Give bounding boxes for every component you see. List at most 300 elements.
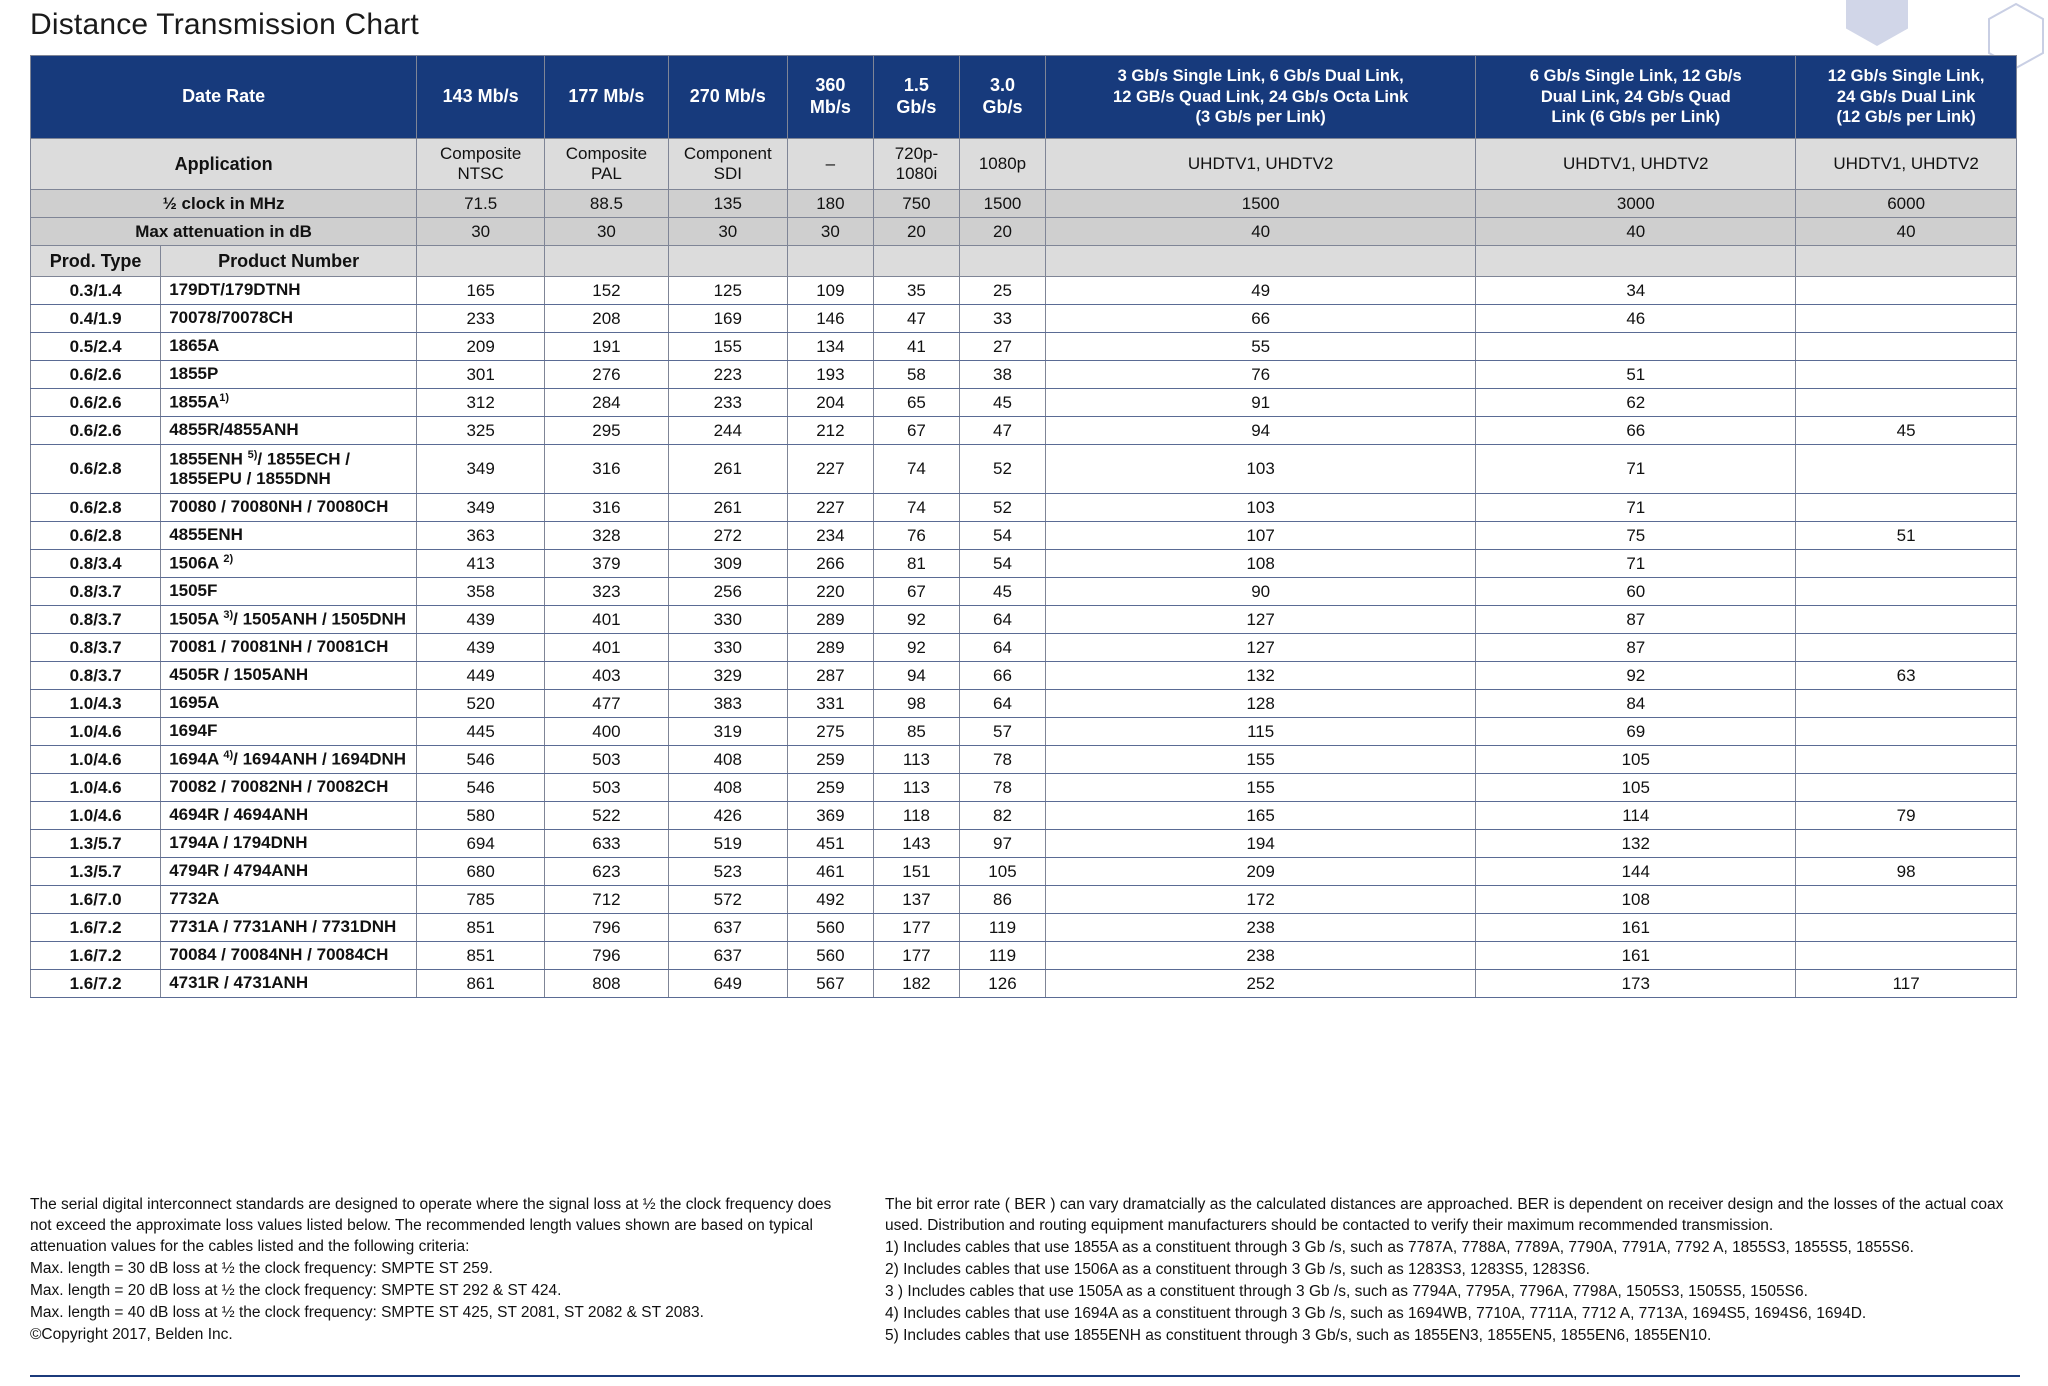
cell-distance: 109 [787,277,873,305]
cell-distance: 58 [873,361,959,389]
application-1-5g-text: 720p- 1080i [894,144,939,183]
cell-distance: 71 [1476,494,1796,522]
table-row [31,305,2017,333]
cell-distance: 633 [545,830,669,858]
cell-distance [1796,389,2017,417]
cell-prod-type: 1.6/7.2 [31,970,161,998]
cell-distance: 119 [959,942,1045,970]
cell-distance: 117 [1796,970,2017,998]
half-clock-177: 88.5 [545,190,669,218]
cell-prod-type: 1.0/4.6 [31,746,161,774]
cell-product-number: 1865A [161,333,417,361]
bottom-divider [30,1375,2020,1377]
cell-distance: 796 [545,914,669,942]
header-row-product [31,246,2017,277]
cell-distance: 358 [417,578,545,606]
cell-distance: 67 [873,578,959,606]
table-row [31,494,2017,522]
cell-distance: 71 [1476,550,1796,578]
cell-product-number: 1794A / 1794DNH [161,830,417,858]
cell-distance: 316 [545,494,669,522]
cell-prod-type: 0.8/3.7 [31,634,161,662]
cell-distance: 208 [545,305,669,333]
cell-distance: 82 [959,802,1045,830]
cell-distance: 712 [545,886,669,914]
max-att-1_5g: 20 [873,218,959,246]
cell-distance: 55 [1046,333,1476,361]
cell-prod-type: 1.0/4.6 [31,774,161,802]
cell-prod-type: 1.6/7.0 [31,886,161,914]
cell-distance: 66 [1476,417,1796,445]
cell-distance: 319 [668,718,787,746]
cell-product-number: 1694A $^{4)}$/ 1694ANH / 1694DNH [161,746,417,774]
note-right-2: 1) Includes cables that use 1855A as a constituent through 3 Gb /s, such as 7787A, 7788A, 7789A, 7790A, 7791A, 7792 A, 1855S3, 1855S5, 1855S6. [885,1238,1914,1256]
max-att-3g: 20 [959,218,1045,246]
cell-prod-type: 0.6/2.6 [31,417,161,445]
cell-distance: 151 [873,858,959,886]
subheader-spacer-4 [787,246,873,277]
cell-prod-type: 0.8/3.7 [31,606,161,634]
application-360-text: – [825,154,836,174]
half-clock-3g: 1500 [959,190,1045,218]
table-row [31,970,2017,998]
cell-distance: 172 [1046,886,1476,914]
cell-distance: 132 [1476,830,1796,858]
header-date-rate-label: Date Rate [31,56,417,139]
subheader-spacer-5 [873,246,959,277]
cell-distance: 560 [787,914,873,942]
cell-distance: 65 [873,389,959,417]
cell-product-number: 4731R / 4731ANH [161,970,417,998]
cell-distance: 155 [1046,746,1476,774]
table-row [31,606,2017,634]
table-row [31,662,2017,690]
cell-distance: 57 [959,718,1045,746]
header-row-half-clock [31,190,2017,218]
cell-distance: 87 [1476,606,1796,634]
cell-distance: 808 [545,970,669,998]
cell-distance: 134 [787,333,873,361]
cell-distance: 113 [873,774,959,802]
header-rate-12g-links [1796,56,2017,139]
cell-prod-type: 0.6/2.8 [31,522,161,550]
table-row [31,802,2017,830]
cell-distance: 284 [545,389,669,417]
cell-prod-type: 1.3/5.7 [31,830,161,858]
cell-distance: 86 [959,886,1045,914]
cell-distance: 45 [959,578,1045,606]
table-row [31,522,2017,550]
cell-distance: 328 [545,522,669,550]
cell-distance: 51 [1796,522,2017,550]
max-att-360: 30 [787,218,873,246]
cell-distance: 155 [668,333,787,361]
subheader-spacer-7 [1046,246,1476,277]
subheader-spacer-2 [545,246,669,277]
header-row-max-attenuation [31,218,2017,246]
cell-distance: 223 [668,361,787,389]
table-row [31,417,2017,445]
cell-distance: 330 [668,634,787,662]
cell-distance: 567 [787,970,873,998]
cell-distance: 98 [1796,858,2017,886]
table-row [31,445,2017,494]
cell-product-number: 70082 / 70082NH / 70082CH [161,774,417,802]
cell-distance: 401 [545,606,669,634]
cell-distance: 851 [417,942,545,970]
cell-distance [1796,690,2017,718]
max-att-177: 30 [545,218,669,246]
cell-distance [1796,305,2017,333]
cell-distance: 27 [959,333,1045,361]
cell-prod-type: 0.5/2.4 [31,333,161,361]
cell-distance: 329 [668,662,787,690]
cell-distance: 238 [1046,914,1476,942]
cell-prod-type: 0.3/1.4 [31,277,161,305]
header-rate-177 [545,56,669,139]
cell-distance: 103 [1046,494,1476,522]
cell-distance: 191 [545,333,669,361]
header-application-label: Application [31,139,417,190]
footnotes-right-column [885,1195,2020,1347]
cell-distance: 349 [417,445,545,494]
cell-prod-type: 0.4/1.9 [31,305,161,333]
page-title: Distance Transmission Chart [30,8,419,41]
cell-distance: 523 [668,858,787,886]
subheader-spacer-3 [668,246,787,277]
cell-distance: 439 [417,634,545,662]
application-3g-text: 1080p [978,154,1027,174]
cell-distance: 261 [668,445,787,494]
application-6g-links-text: UHDTV1, UHDTV2 [1563,154,1709,174]
cell-distance: 227 [787,445,873,494]
application-3g-links-text: UHDTV1, UHDTV2 [1187,154,1334,174]
cell-distance: 177 [873,942,959,970]
cell-distance: 78 [959,746,1045,774]
cell-distance: 35 [873,277,959,305]
note-right-3: 2) Includes cables that use 1506A as a constituent through 3 Gb /s, such as 1283S3, 1283S5, 1283S6. [885,1260,1590,1278]
cell-distance: 173 [1476,970,1796,998]
table-body [31,277,2017,998]
cell-distance: 383 [668,690,787,718]
max-att-143: 30 [417,218,545,246]
cell-distance [1796,634,2017,662]
table-row [31,634,2017,662]
cell-distance: 451 [787,830,873,858]
cell-distance: 137 [873,886,959,914]
cell-distance: 331 [787,690,873,718]
cell-distance: 63 [1796,662,2017,690]
cell-distance: 119 [959,914,1045,942]
cell-distance: 33 [959,305,1045,333]
cell-distance: 47 [959,417,1045,445]
cell-product-number: 1505F [161,578,417,606]
cell-distance [1796,550,2017,578]
subheader-spacer-8 [1476,246,1796,277]
cell-distance: 182 [873,970,959,998]
header-rate-6g-links [1476,56,1796,139]
application-177 [545,139,669,190]
cell-product-number: 7732A [161,886,417,914]
cell-distance: 105 [1476,746,1796,774]
cell-distance: 680 [417,858,545,886]
subheader-spacer-6 [959,246,1045,277]
cell-distance: 233 [417,305,545,333]
table-row [31,578,2017,606]
cell-distance: 46 [1476,305,1796,333]
cell-distance: 403 [545,662,669,690]
table-row [31,914,2017,942]
header-max-attenuation-label: Max attenuation in dB [31,218,417,246]
cell-distance: 204 [787,389,873,417]
cell-distance: 408 [668,746,787,774]
cell-distance: 289 [787,634,873,662]
cell-distance: 105 [1476,774,1796,802]
cell-distance [1796,942,2017,970]
cell-distance: 261 [668,494,787,522]
cell-distance: 146 [787,305,873,333]
cell-product-number: 1694F [161,718,417,746]
cell-distance: 287 [787,662,873,690]
cell-distance: 519 [668,830,787,858]
cell-distance: 34 [1476,277,1796,305]
cell-distance [1796,494,2017,522]
subheader-spacer-1 [417,246,545,277]
cell-distance [1796,914,2017,942]
cell-distance: 401 [545,634,669,662]
cell-distance: 220 [787,578,873,606]
cell-distance: 256 [668,578,787,606]
table-row [31,746,2017,774]
cell-distance: 266 [787,550,873,578]
cell-distance: 580 [417,802,545,830]
cell-distance: 78 [959,774,1045,802]
cell-distance: 309 [668,550,787,578]
cell-distance: 209 [1046,858,1476,886]
application-12g-links [1796,139,2017,190]
cell-distance [1796,886,2017,914]
cell-distance: 47 [873,305,959,333]
cell-distance: 369 [787,802,873,830]
cell-distance: 92 [1476,662,1796,690]
cell-distance: 69 [1476,718,1796,746]
cell-distance: 113 [873,746,959,774]
cell-product-number: 4855R/4855ANH [161,417,417,445]
header-row-date-rate [31,56,2017,139]
half-clock-143: 71.5 [417,190,545,218]
footnotes-left-column [30,1195,850,1346]
header-prod-type-label: Prod. Type [31,246,161,277]
table-row [31,858,2017,886]
cell-distance [1796,606,2017,634]
application-6g-links [1476,139,1796,190]
cell-distance: 477 [545,690,669,718]
cell-prod-type: 0.8/3.7 [31,662,161,690]
rate-177-text: 177 Mb/s [568,86,645,107]
cell-distance: 45 [1796,417,2017,445]
cell-distance: 212 [787,417,873,445]
rate-3g-links-text: 3 Gb/s Single Link, 6 Gb/s Dual Link, 12 GB/s Quad Link, 24 Gb/s Octa Link (3 Gb/s per Link) [1113,67,1409,127]
max-att-6g-links: 40 [1476,218,1796,246]
cell-distance: 92 [873,606,959,634]
rate-6g-links-text: 6 Gb/s Single Link, 12 Gb/s Dual Link, 24 Gb/s Quad Link (6 Gb/s per Link) [1529,67,1742,127]
cell-product-number: 4505R / 1505ANH [161,662,417,690]
note-right-5: 4) Includes cables that use 1694A as a constituent through 3 Gb /s, such as 1694WB, 7710A, 7711A, 7712 A, 7713A, 1694S5, 1694S6, 1694D. [885,1304,1867,1322]
note-left-3: Max. length = 20 dB loss at ½ the clock frequency: SMPTE ST 292 & ST 424. [30,1281,562,1299]
cell-prod-type: 1.6/7.2 [31,942,161,970]
cell-distance: 64 [959,690,1045,718]
cell-distance: 84 [1476,690,1796,718]
cell-product-number: $1855A^{1)}$ [161,389,417,417]
cell-product-number: 4694R / 4694ANH [161,802,417,830]
cell-distance: 128 [1046,690,1476,718]
application-270-text: Component SDI [683,144,772,183]
table-row [31,690,2017,718]
cell-distance: 118 [873,802,959,830]
cell-distance [1796,578,2017,606]
cell-distance: 694 [417,830,545,858]
application-1_5g [873,139,959,190]
cell-distance: 66 [959,662,1045,690]
cell-distance: 126 [959,970,1045,998]
max-att-3g-links: 40 [1046,218,1476,246]
copyright-text: ©Copyright 2017, Belden Inc. [30,1325,233,1343]
cell-product-number: 1695A [161,690,417,718]
cell-product-number: 70084 / 70084NH / 70084CH [161,942,417,970]
cell-distance: 49 [1046,277,1476,305]
cell-product-number: 70081 / 70081NH / 70081CH [161,634,417,662]
cell-distance: 503 [545,746,669,774]
cell-distance: 85 [873,718,959,746]
cell-distance: 379 [545,550,669,578]
cell-distance: 426 [668,802,787,830]
cell-prod-type: 1.0/4.6 [31,718,161,746]
cell-distance: 74 [873,445,959,494]
cell-prod-type: 0.8/3.4 [31,550,161,578]
cell-distance: 209 [417,333,545,361]
cell-distance: 546 [417,774,545,802]
note-right-1: The bit error rate ( BER ) can vary dramatcially as the calculated distances are approached. BER is dependent on receiver design and the losses of the actual coax used. Distribution and routing equipment manufacturers should be contacted to verify their maximum recommended transmission. [885,1196,2004,1234]
cell-distance: 90 [1046,578,1476,606]
cell-product-number: 70080 / 70080NH / 70080CH [161,494,417,522]
half-clock-12g-links: 6000 [1796,190,2017,218]
cell-distance: 796 [545,942,669,970]
cell-distance: 54 [959,522,1045,550]
cell-distance: 94 [873,662,959,690]
table-row [31,550,2017,578]
cell-distance: 785 [417,886,545,914]
cell-distance: 64 [959,634,1045,662]
cell-distance: 74 [873,494,959,522]
cell-distance: 637 [668,942,787,970]
cell-distance [1796,746,2017,774]
header-rate-1_5g [873,56,959,139]
cell-distance [1796,774,2017,802]
cell-distance [1796,277,2017,305]
cell-prod-type: 0.6/2.6 [31,361,161,389]
table-row [31,389,2017,417]
table-row [31,361,2017,389]
cell-distance: 413 [417,550,545,578]
note-left-2: Max. length = 30 dB loss at ½ the clock frequency: SMPTE ST 259. [30,1259,493,1277]
cell-distance: 62 [1476,389,1796,417]
application-143-text: Composite NTSC [440,144,522,183]
cell-distance: 98 [873,690,959,718]
half-clock-360: 180 [787,190,873,218]
cell-distance: 312 [417,389,545,417]
cell-distance: 25 [959,277,1045,305]
cell-distance: 572 [668,886,787,914]
rate-270-text: 270 Mb/s [689,86,766,107]
cell-distance: 51 [1476,361,1796,389]
header-row-application [31,139,2017,190]
note-left-1: The serial digital interconnect standards are designed to operate where the signal loss at ½ the clock frequency does not exceed the approximate loss values listed below. The recommended length values shown are based on typical attenuation values for the cables listed and the following criteria: [30,1196,832,1255]
cell-distance: 275 [787,718,873,746]
cell-prod-type: 0.6/2.8 [31,494,161,522]
cell-distance: 276 [545,361,669,389]
cell-distance: 522 [545,802,669,830]
header-rate-360 [787,56,873,139]
rate-143-text: 143 Mb/s [442,86,519,107]
cell-distance: 449 [417,662,545,690]
cell-distance: 125 [668,277,787,305]
application-143 [417,139,545,190]
cell-distance: 623 [545,858,669,886]
cell-distance [1476,333,1796,361]
table-row [31,886,2017,914]
application-3g-links [1046,139,1476,190]
cell-distance: 165 [1046,802,1476,830]
table-row [31,830,2017,858]
application-12g-links-text: UHDTV1, UHDTV2 [1833,154,1979,174]
cell-distance: 161 [1476,914,1796,942]
cell-distance [1796,361,2017,389]
cell-distance: 71 [1476,445,1796,494]
cell-distance: 439 [417,606,545,634]
cell-distance: 161 [1476,942,1796,970]
cell-distance: 492 [787,886,873,914]
cell-distance: 108 [1476,886,1796,914]
distance-transmission-table [30,55,2017,998]
header-half-clock-label: ½ clock in MHz [31,190,417,218]
cell-product-number: 179DT/179DTNH [161,277,417,305]
cell-distance: 91 [1046,389,1476,417]
cell-distance [1796,830,2017,858]
note-right-6: 5) Includes cables that use 1855ENH as constituent through 3 Gb/s, such as 1855EN3, 1855EN5, 1855EN6, 1855EN10. [885,1326,1712,1344]
cell-distance: 259 [787,746,873,774]
cell-distance: 546 [417,746,545,774]
cell-product-number: 7731A / 7731ANH / 7731DNH [161,914,417,942]
cell-distance: 637 [668,914,787,942]
cell-distance: 861 [417,970,545,998]
cell-product-number: 1855P [161,361,417,389]
rate-360-text: 360 Mb/s [809,75,851,117]
cell-distance: 272 [668,522,787,550]
cell-distance: 52 [959,445,1045,494]
cell-distance: 851 [417,914,545,942]
application-270 [668,139,787,190]
cell-distance: 194 [1046,830,1476,858]
application-177-text: Composite PAL [565,144,648,183]
cell-distance: 295 [545,417,669,445]
cell-prod-type: 1.6/7.2 [31,914,161,942]
cell-distance: 107 [1046,522,1476,550]
cell-distance: 238 [1046,942,1476,970]
cell-prod-type: 0.6/2.6 [31,389,161,417]
cell-distance: 169 [668,305,787,333]
cell-distance [1796,333,2017,361]
cell-distance: 445 [417,718,545,746]
